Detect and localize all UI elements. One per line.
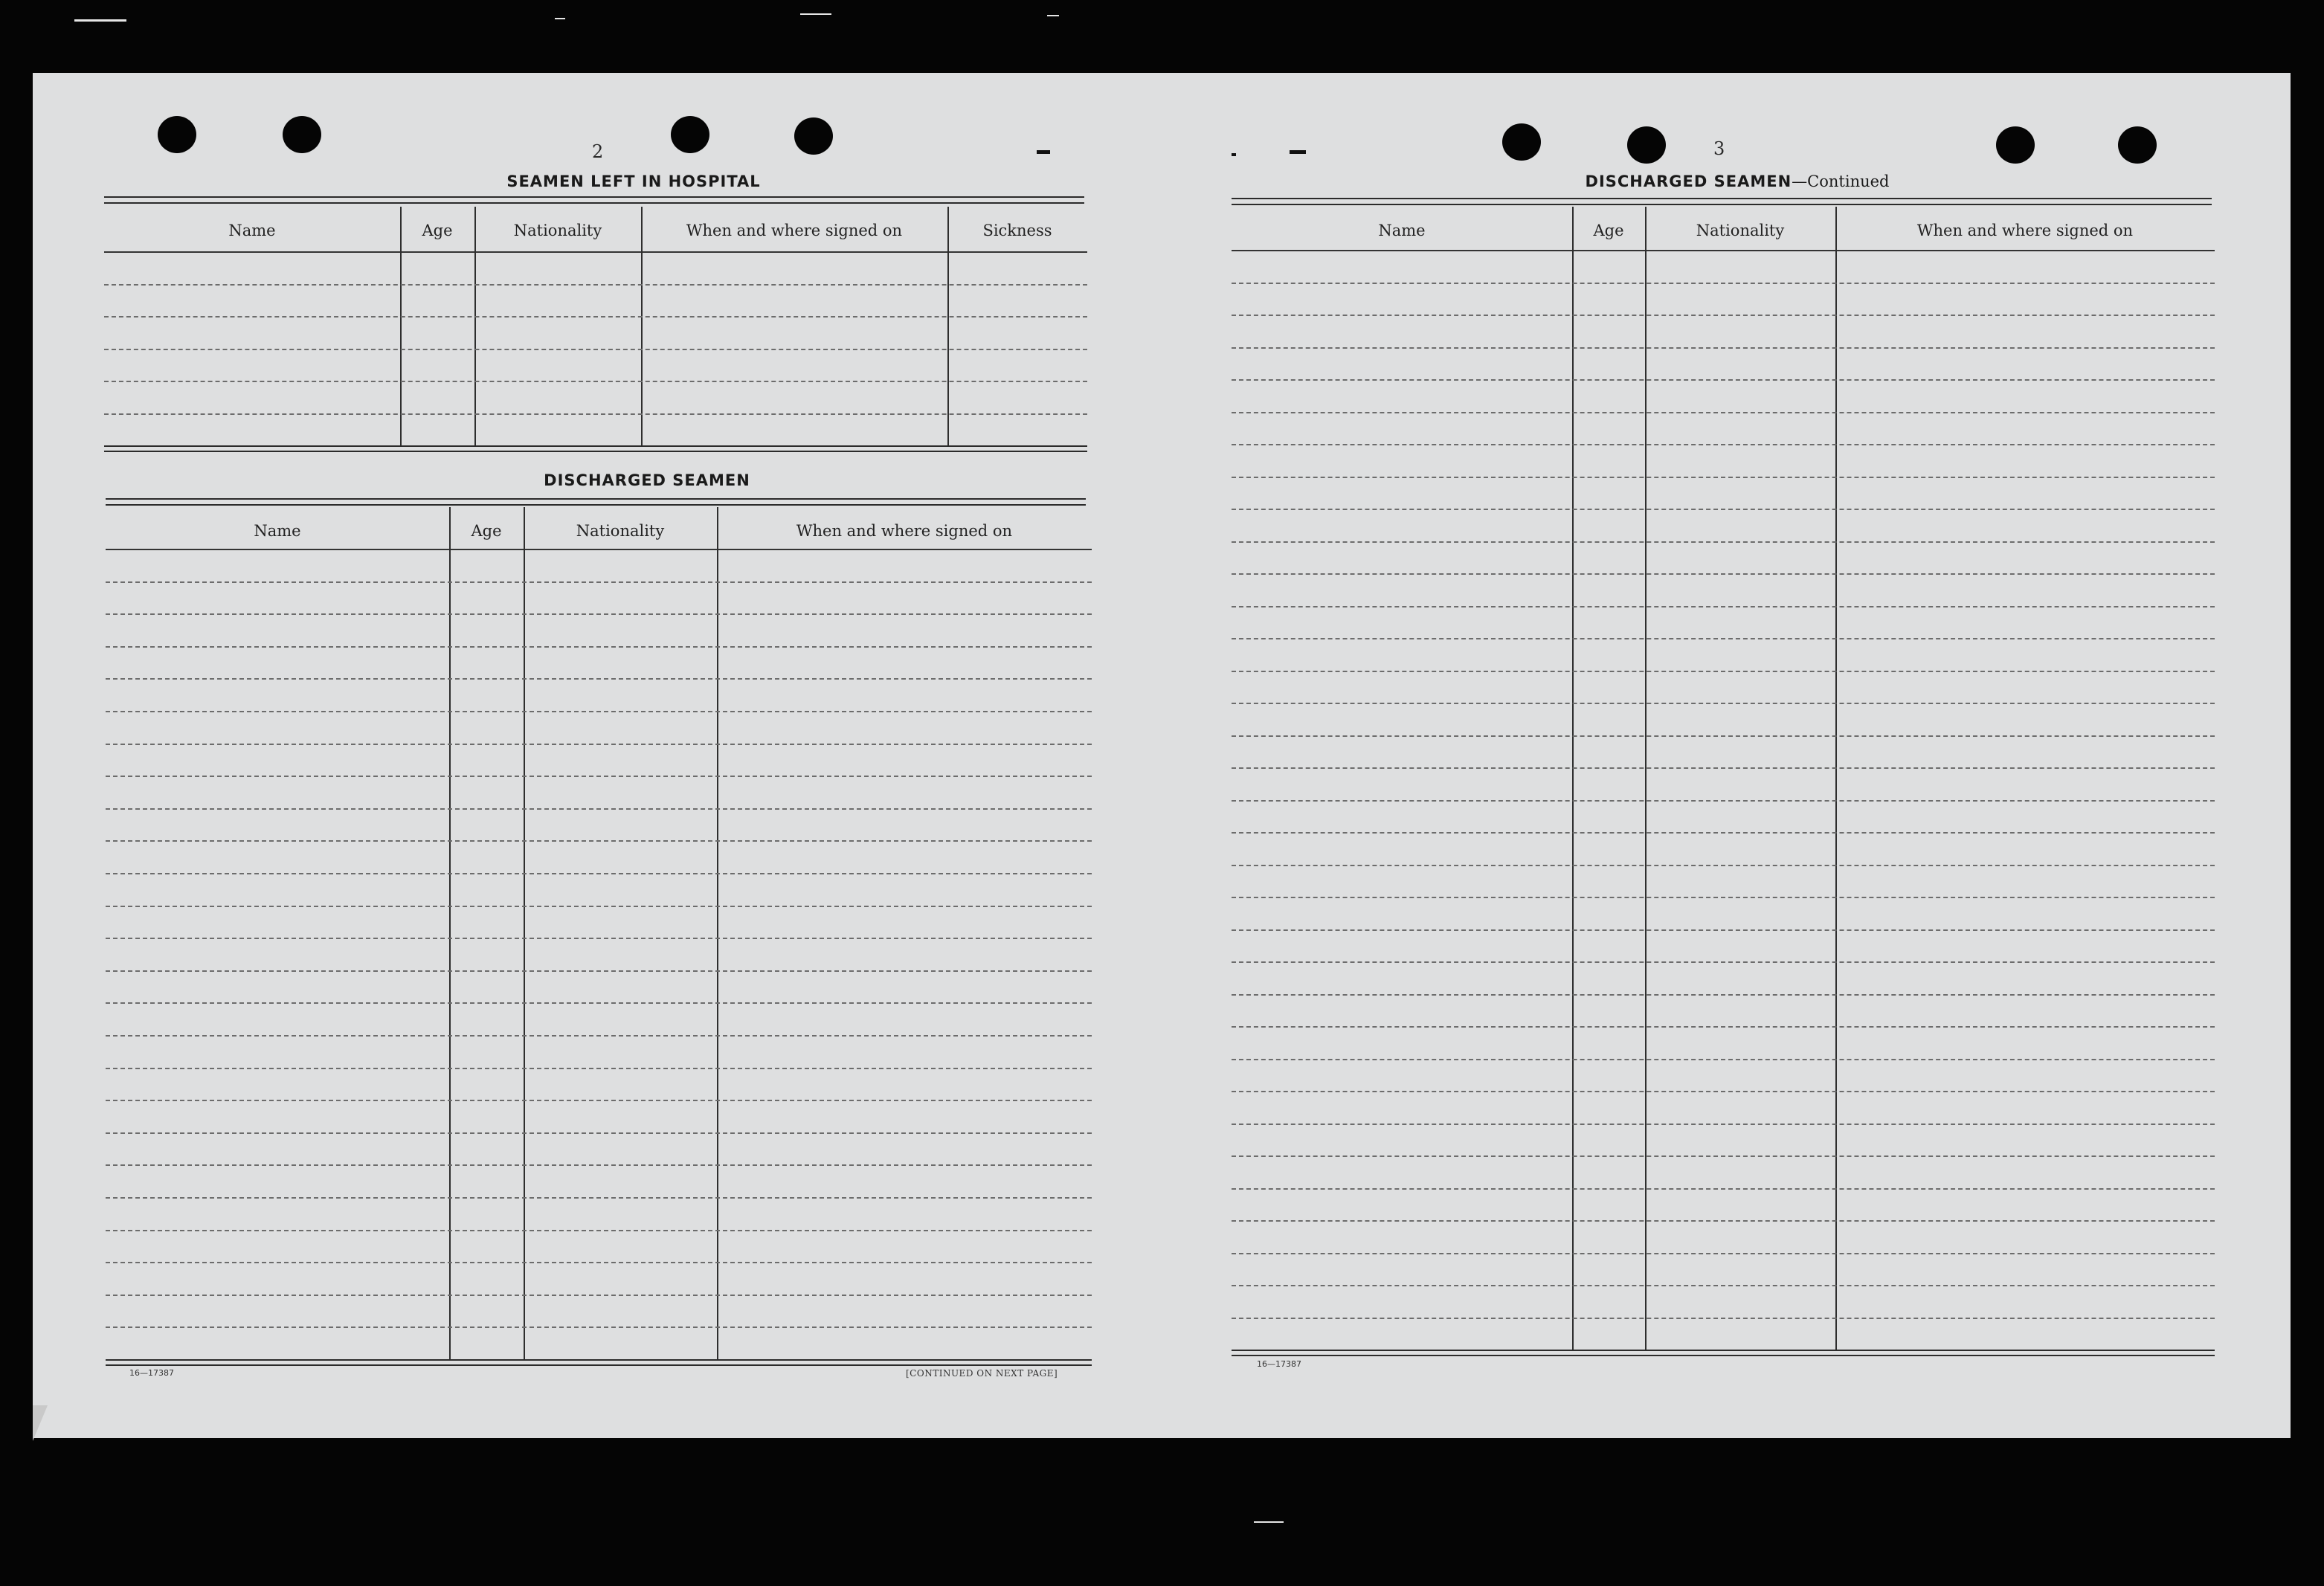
ledger-row-line: [106, 711, 1092, 712]
ledger-row-line: [106, 613, 1092, 615]
column-header: Name: [1378, 222, 1426, 239]
ledger-row-line: [1232, 541, 2215, 543]
punch-hole: [2118, 126, 2157, 164]
ledger-row-line: [1232, 1091, 2215, 1092]
ledger-row-line: [1232, 897, 2215, 898]
ledger-row-line: [1232, 961, 2215, 963]
ledger-row-line: [106, 646, 1092, 648]
column-header: Nationality: [1696, 222, 1785, 239]
ledger-row-line: [104, 413, 1087, 415]
ledger-row-line: [1232, 1285, 2215, 1286]
ledger-row-line: [1232, 1124, 2215, 1125]
left-discharged-ledger: [106, 507, 1092, 1432]
punch-hole: [1502, 123, 1541, 161]
ledger-row-line: [1232, 509, 2215, 510]
column-divider: [474, 207, 476, 445]
right-page-number: 3: [1713, 138, 1725, 159]
scanner-mark: [800, 13, 831, 15]
continued-note: [CONTINUED ON NEXT PAGE]: [906, 1368, 1058, 1379]
hospital-top-rule: [104, 196, 1084, 204]
continued-suffix: —Continued: [1792, 173, 1890, 190]
ledger-row-line: [1232, 379, 2215, 381]
scanner-mark: [1047, 15, 1059, 16]
column-header: Age: [1593, 222, 1624, 239]
column-divider: [524, 507, 525, 1359]
ledger-row-line: [106, 1002, 1092, 1004]
column-header: Nationality: [576, 522, 665, 540]
ledger-row-line: [106, 1262, 1092, 1263]
ledger-row-line: [106, 776, 1092, 777]
discharged-section-title: DISCHARGED SEAMEN: [544, 471, 750, 489]
column-divider: [717, 507, 718, 1359]
ledger-row-line: [106, 1230, 1092, 1231]
ledger-row-line: [106, 906, 1092, 907]
column-header: Name: [254, 522, 301, 540]
ledger-row-line: [106, 1035, 1092, 1037]
ledger-row-line: [106, 1326, 1092, 1328]
punch-hole: [671, 116, 709, 153]
ledger-row-line: [104, 349, 1087, 350]
punch-hole: [158, 116, 196, 153]
column-header: Name: [228, 222, 276, 239]
ledger-row-line: [106, 1100, 1092, 1101]
ledger-row-line: [1232, 994, 2215, 996]
column-header: Sickness: [982, 222, 1052, 239]
ledger-row-line: [1232, 444, 2215, 445]
ledger-row-line: [106, 840, 1092, 842]
ledger-row-line: [104, 284, 1087, 286]
ledger-row-line: [106, 1132, 1092, 1134]
ledger-bottom-rule: [1232, 1350, 2215, 1356]
ledger-row-line: [106, 808, 1092, 810]
ledger-row-line: [106, 1164, 1092, 1166]
punch-hole: [794, 117, 833, 155]
ledger-row-line: [1232, 1318, 2215, 1319]
ledger-sheet: [33, 73, 2291, 1438]
hospital-section-title: SEAMEN LEFT IN HOSPITAL: [506, 173, 761, 190]
punch-hole: [1996, 126, 2035, 164]
column-header: When and where signed on: [686, 222, 903, 239]
left-page-number: 2: [592, 141, 604, 162]
ledger-row-line: [1232, 671, 2215, 672]
column-divider: [1572, 207, 1574, 1350]
punch-hole: [283, 116, 321, 153]
column-header: When and where signed on: [1916, 222, 2134, 239]
ledger-row-line: [1232, 1253, 2215, 1254]
ledger-row-line: [1232, 606, 2215, 607]
column-divider: [947, 207, 949, 445]
ledger-row-line: [1232, 283, 2215, 284]
ink-smudge: [1290, 150, 1306, 154]
ledger-row-line: [106, 1295, 1092, 1296]
ledger-row-line: [1232, 865, 2215, 866]
column-header: Age: [471, 522, 502, 540]
ink-smudge: [1037, 150, 1050, 154]
right-discharged-ledger: [1232, 207, 2215, 1428]
ledger-row-line: [1232, 767, 2215, 769]
right-form-number: 16—17387: [1257, 1359, 1301, 1369]
column-header: Nationality: [513, 222, 602, 239]
ledger-row-line: [106, 678, 1092, 680]
ledger-row-line: [1232, 1026, 2215, 1028]
column-divider: [641, 207, 643, 445]
ledger-row-line: [1232, 703, 2215, 704]
ledger-row-line: [106, 1197, 1092, 1199]
ledger-row-line: [1232, 832, 2215, 834]
column-header: When and where signed on: [796, 522, 1013, 540]
ledger-row-line: [1232, 347, 2215, 349]
right-discharged-title: [1232, 173, 2243, 190]
column-divider: [449, 507, 451, 1359]
ledger-row-line: [1232, 1155, 2215, 1157]
ledger-row-line: [1232, 573, 2215, 575]
column-divider: [1645, 207, 1647, 1350]
ledger-row-line: [1232, 315, 2215, 316]
ink-smudge: [1232, 153, 1236, 156]
ledger-row-line: [1232, 929, 2215, 931]
ledger-row-line: [1232, 1188, 2215, 1190]
punch-hole: [1627, 126, 1666, 164]
scanner-mark: [1254, 1521, 1284, 1523]
column-divider: [400, 207, 402, 445]
ledger-row-line: [1232, 735, 2215, 737]
ledger-row-line: [1232, 638, 2215, 639]
right-discharged-title-text: DISCHARGED SEAMEN: [1585, 173, 1792, 190]
discharged-top-rule: [106, 498, 1086, 506]
ledger-row-line: [106, 938, 1092, 939]
left-form-number: 16—17387: [129, 1368, 174, 1378]
ledger-bottom-rule: [106, 1359, 1092, 1366]
ledger-row-line: [104, 316, 1087, 317]
scanner-mark: [74, 19, 126, 22]
scanner-mark: [555, 18, 565, 19]
ledger-row-line: [106, 1068, 1092, 1069]
ledger-row-line: [106, 744, 1092, 745]
ledger-row-line: [106, 970, 1092, 972]
ledger-row-line: [104, 381, 1087, 382]
page-corner-fold: [33, 1405, 48, 1441]
ledger-row-line: [106, 873, 1092, 874]
ledger-row-line: [106, 581, 1092, 583]
column-header: Age: [422, 222, 453, 239]
ledger-row-line: [1232, 412, 2215, 413]
ledger-bottom-rule: [104, 445, 1087, 452]
right-top-rule: [1232, 198, 2212, 205]
ledger-row-line: [1232, 1220, 2215, 1222]
ledger-row-line: [1232, 1059, 2215, 1060]
ledger-row-line: [1232, 477, 2215, 478]
ledger-row-line: [1232, 800, 2215, 802]
column-divider: [1835, 207, 1837, 1350]
